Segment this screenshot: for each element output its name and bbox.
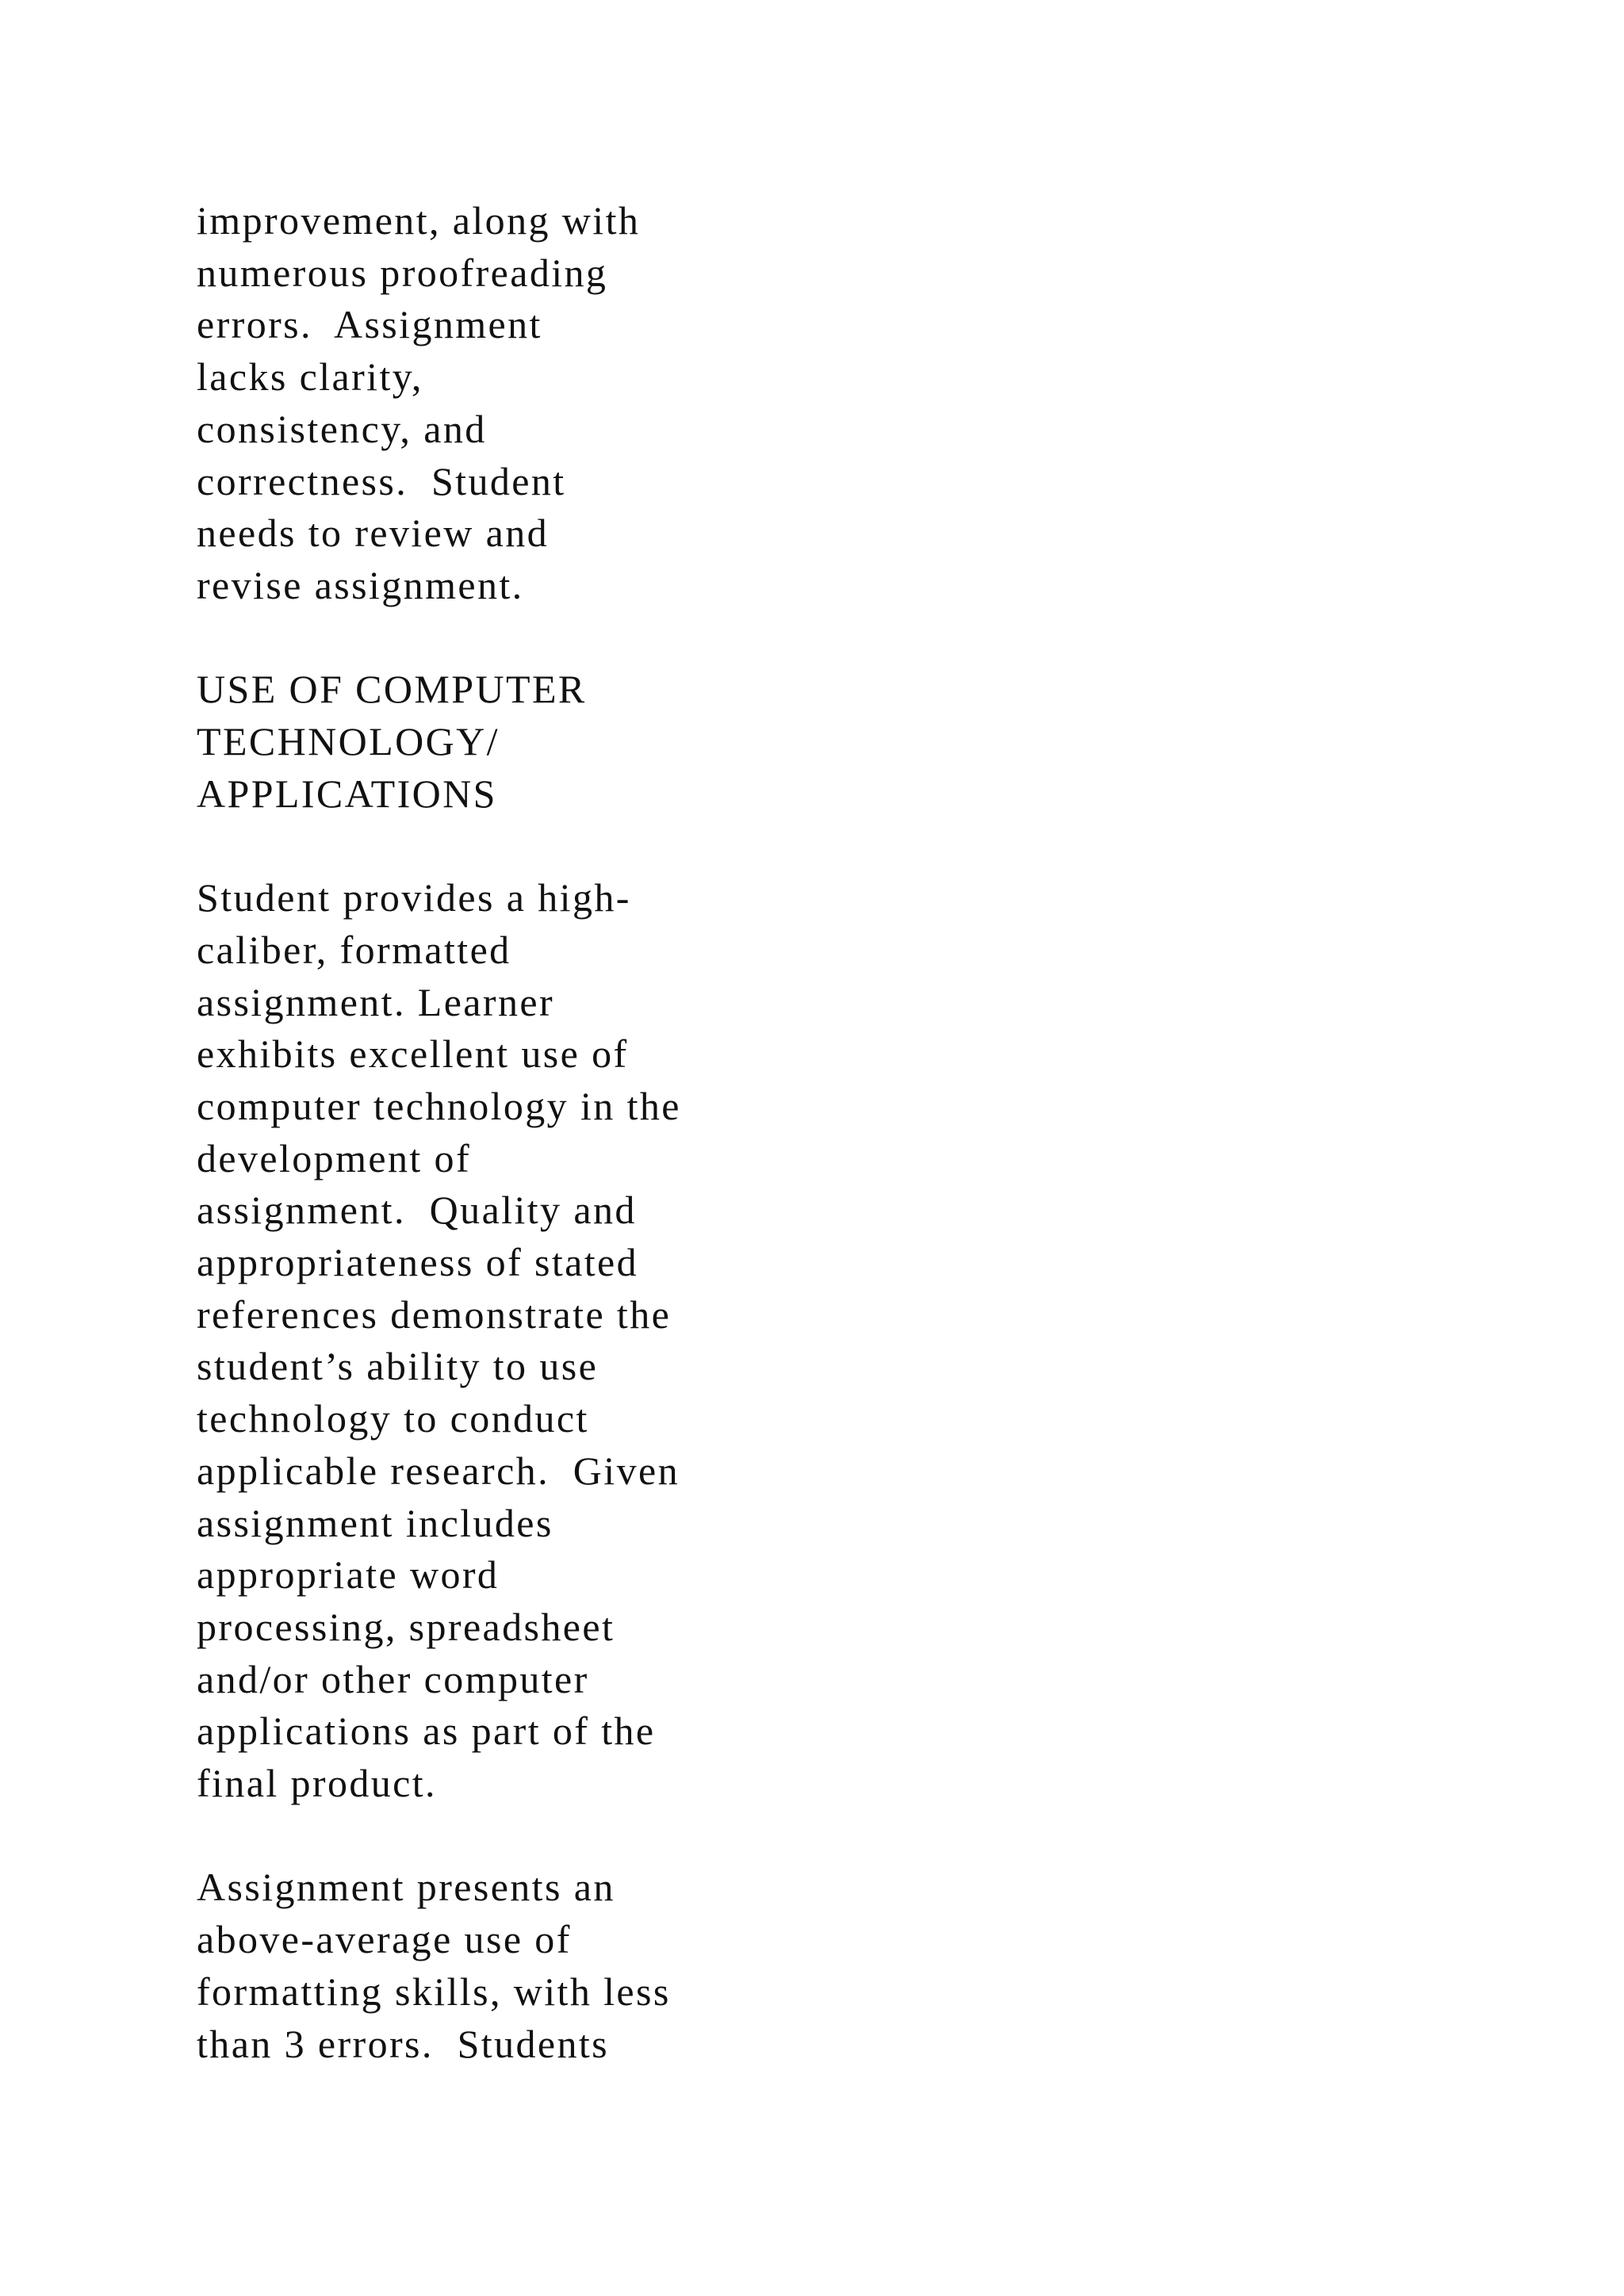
text-line: student’s ability to use	[197, 1344, 599, 1389]
text-line: appropriateness of stated	[197, 1240, 639, 1285]
text-line: errors. Assignment	[197, 302, 542, 347]
text-line: assignment includes	[197, 1500, 553, 1545]
text-line: improvement, along with	[197, 198, 641, 243]
text-line: exhibits excellent use of	[197, 1031, 629, 1077]
paragraph-high-caliber	[197, 872, 799, 1810]
text-line: development of	[197, 1135, 472, 1181]
text-line: numerous proofreading	[197, 250, 608, 295]
heading-line: USE OF COMPUTER	[197, 667, 587, 712]
text-line: revise assignment.	[197, 562, 524, 607]
heading-line: APPLICATIONS	[197, 771, 497, 816]
text-line: Student provides a high-	[197, 875, 631, 920]
paragraph-improvement	[197, 195, 799, 612]
text-line: applicable research. Given	[197, 1448, 680, 1493]
text-line: caliber, formatted	[197, 927, 511, 972]
text-line: assignment. Learner	[197, 979, 554, 1024]
text-line: correctness. Student	[197, 458, 566, 503]
text-line: references demonstrate the	[197, 1292, 672, 1337]
text-line: final product.	[197, 1761, 437, 1806]
text-line: applications as part of the	[197, 1709, 656, 1754]
section-heading	[197, 664, 799, 820]
heading-line: TECHNOLOGY/	[197, 719, 500, 764]
text-line: assignment. Quality and	[197, 1188, 637, 1233]
text-line: formatting skills, with less	[197, 1969, 671, 2014]
text-line: processing, spreadsheet	[197, 1604, 615, 1649]
text-line: consistency, and	[197, 406, 487, 451]
document-body	[197, 195, 799, 2122]
text-line: than 3 errors. Students	[197, 2021, 610, 2066]
paragraph-above-average	[197, 1862, 799, 2070]
text-line: computer technology in the	[197, 1083, 681, 1128]
text-line: lacks clarity,	[197, 354, 423, 400]
text-line: and/or other computer	[197, 1656, 589, 1701]
text-line: appropriate word	[197, 1552, 500, 1598]
text-line: above-average use of	[197, 1917, 572, 1962]
text-line: needs to review and	[197, 511, 550, 556]
text-line: Assignment presents an	[197, 1865, 615, 1910]
text-line: technology to conduct	[197, 1396, 589, 1441]
